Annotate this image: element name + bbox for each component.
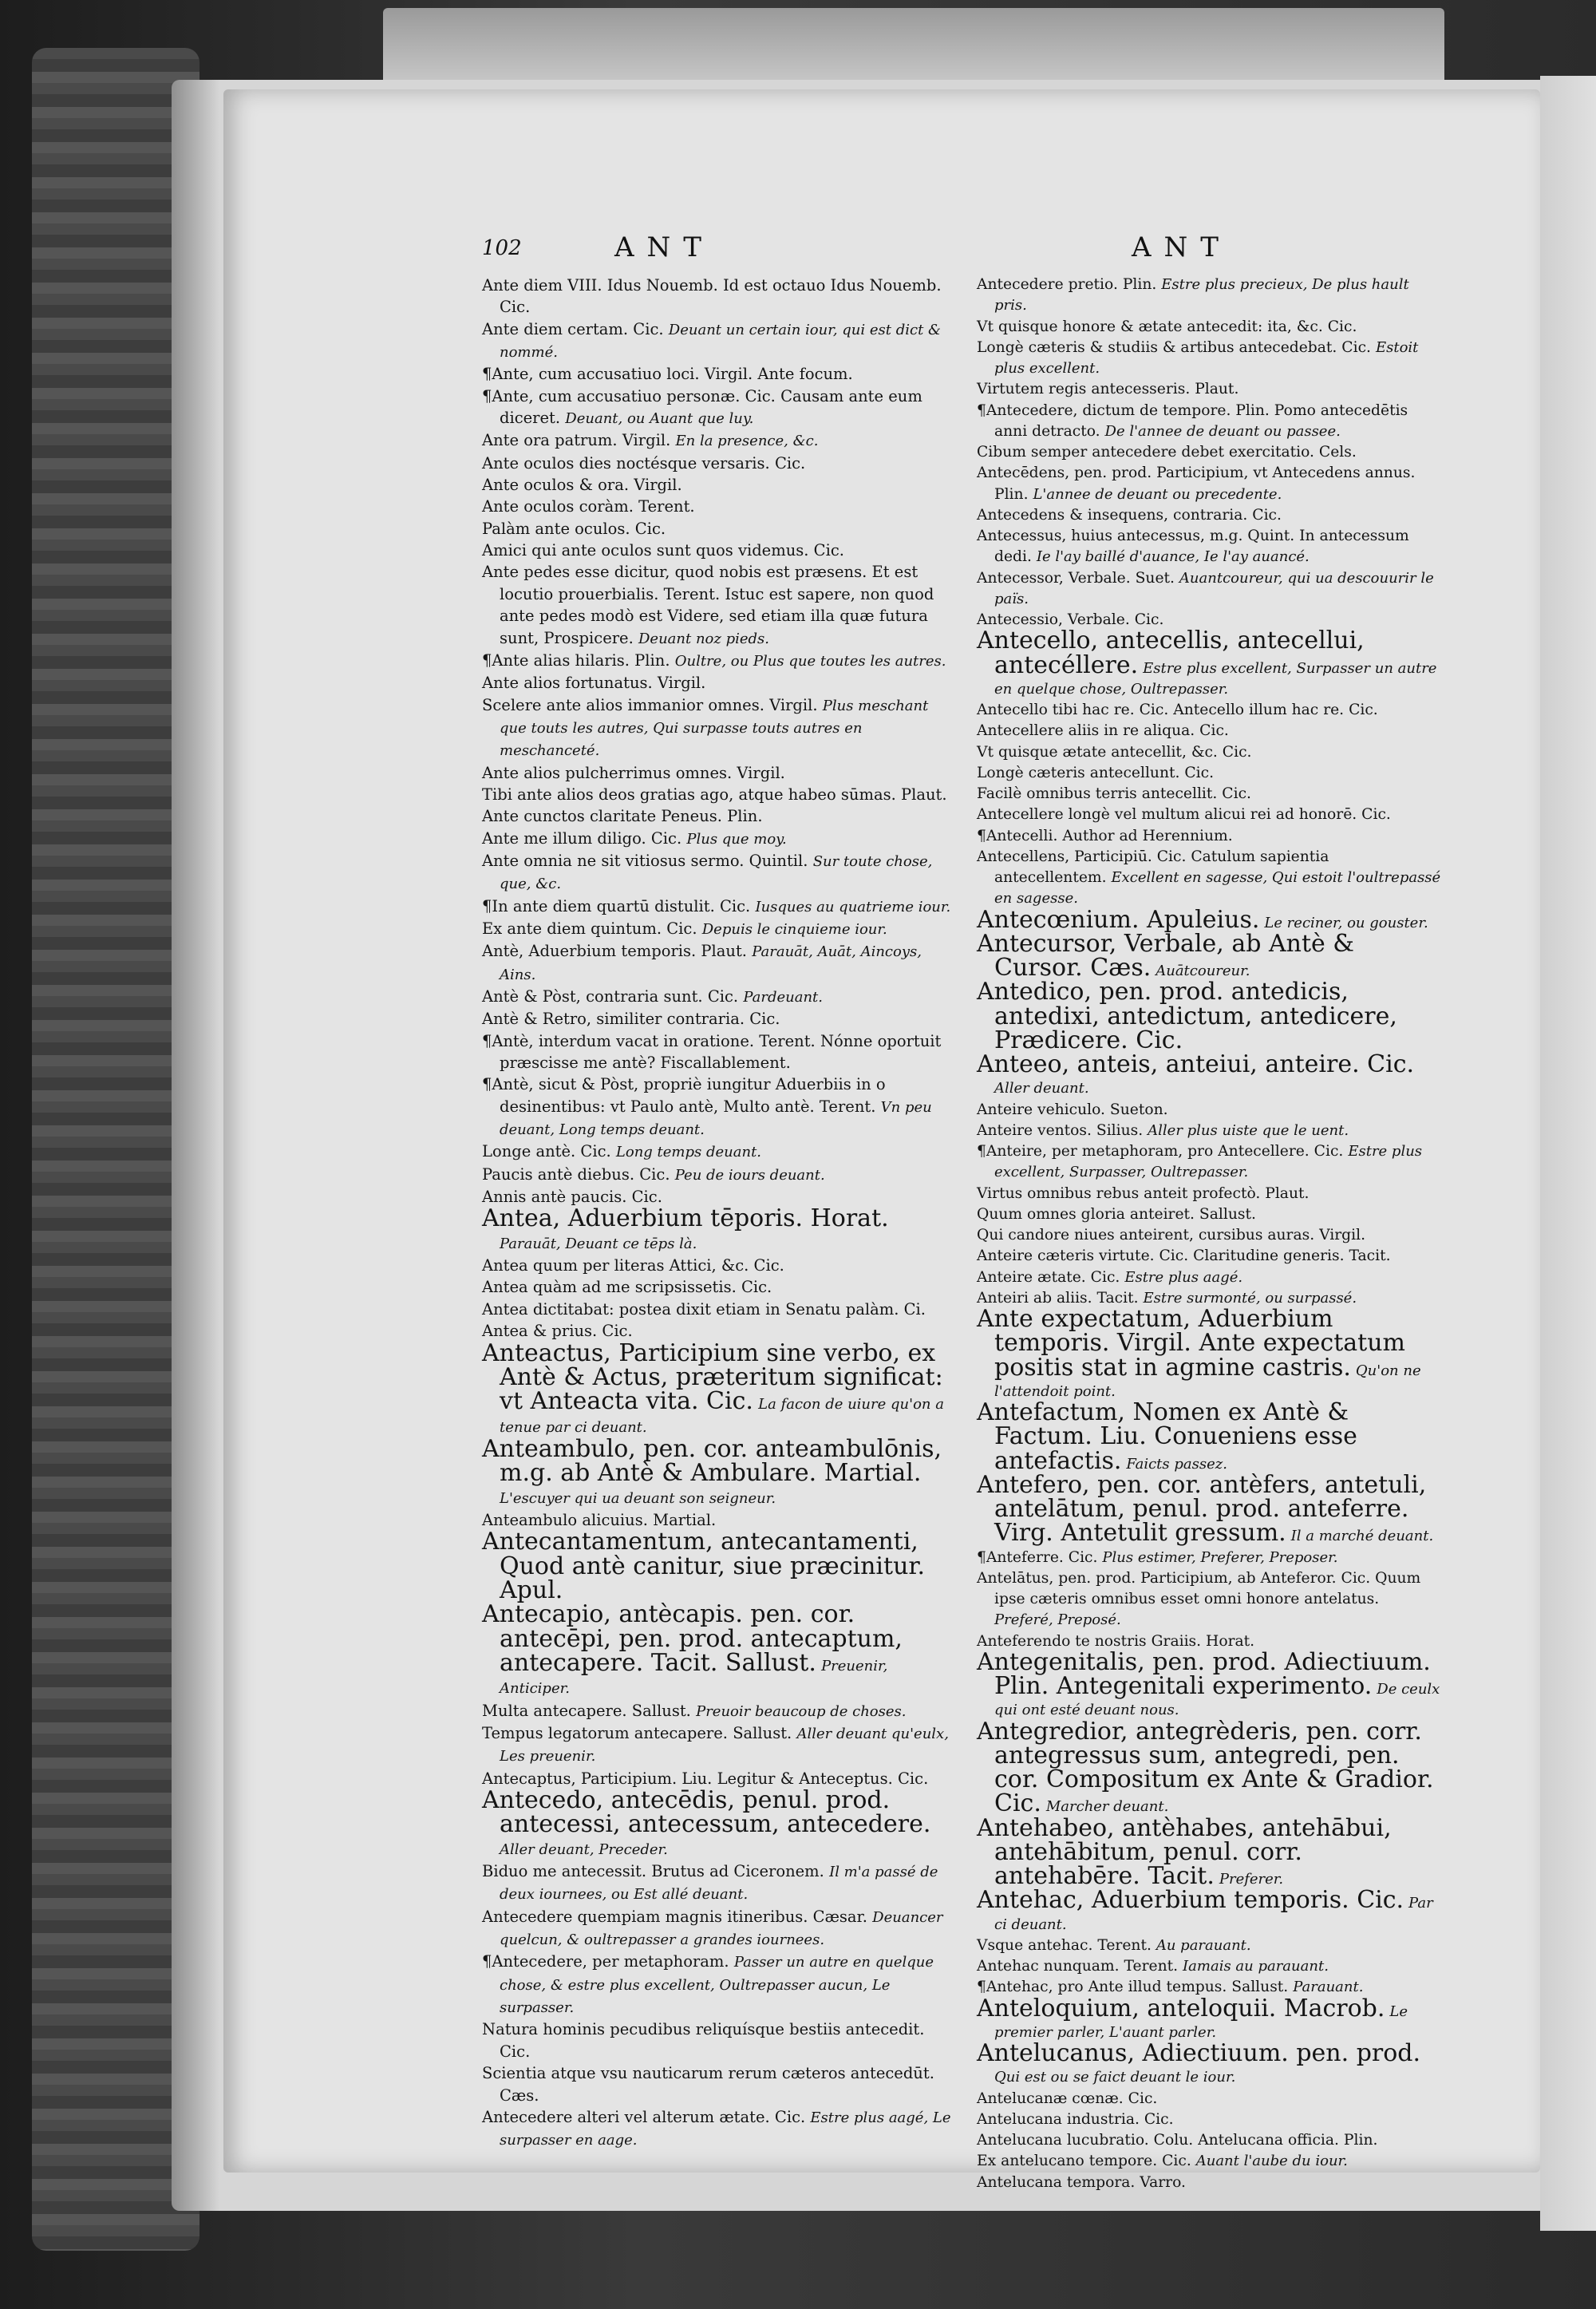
dictionary-entry: [977, 2109, 1441, 2130]
entry-latin-text: Antelātus, pen. prod. Participium, ab Anteferor. Cic. Quum ipse cæteris omnibus esset omni honore antelatus.: [977, 1569, 1421, 1607]
entry-headword-text: Anteambulo, pen. cor. anteambulōnis, m.g. ab Antè & Ambulare. Martial.: [482, 1434, 942, 1488]
dictionary-entry: [482, 1786, 953, 1860]
dictionary-entry: [482, 518, 953, 540]
entry-french-gloss: Le reciner, ou gouster.: [1264, 914, 1428, 931]
entry-latin-text: Ex ante diem quintum. Cic.: [482, 919, 697, 938]
entry-headword-text: Antecursor, Verbale, ab Antè & Cursor. Cæs.: [977, 929, 1355, 982]
entry-latin-text: Antea & prius. Cic.: [482, 1322, 633, 1341]
dictionary-entry: [977, 805, 1441, 825]
entry-french-gloss: Estre plus excellent, Surpasser un autre en quelque chose, Oultrepasser.: [994, 659, 1437, 698]
entry-french-gloss: En la presence, &c.: [675, 433, 819, 450]
entry-headword-text: Antefactum, Nomen ex Antè & Factum. Liu. Conueniens esse antefactis.: [977, 1398, 1357, 1475]
entry-headword-text: Antecapio, antècapis. pen. cor. antecēpi, pen. prod. antecaptum, antecapere. Tacit. Sallust.: [482, 1600, 903, 1677]
entry-french-gloss: Deuancer quelcun, & oultrepasser a grandes iournees.: [500, 1908, 943, 1949]
entry-latin-text: ¶Antecedere, per metaphoram.: [482, 1952, 729, 1971]
dictionary-entry: [482, 1073, 953, 1141]
entry-latin-text: ¶Antehac, pro Ante illud tempus. Sallust.: [977, 1979, 1289, 1996]
dictionary-entry: [977, 2130, 1441, 2151]
dictionary-entry: [482, 650, 953, 672]
entry-headword-text: Anteactus, Participium sine verbo, ex Antè & Actus, præteritum significat: vt Anteacta vita. Cic.: [482, 1338, 943, 1416]
entry-french-gloss: Auant l'aube du iour.: [1195, 2153, 1348, 2170]
dictionary-entry: [482, 429, 953, 452]
dictionary-entry: [977, 1935, 1441, 1956]
dictionary-entry: [977, 1141, 1441, 1184]
page-header: [0, 142, 1596, 263]
entry-french-gloss: Faicts passez.: [1126, 1455, 1227, 1473]
dictionary-entry: [482, 1860, 953, 1906]
entry-latin-text: ¶Antecelli. Author ad Herennium.: [977, 827, 1233, 844]
entry-french-gloss: Iusques au quatrieme iour.: [755, 898, 951, 915]
dictionary-entry: [482, 805, 953, 827]
entry-french-gloss: Parauāt, Deuant ce tēps là.: [500, 1235, 697, 1252]
dictionary-entry: [977, 700, 1441, 721]
dictionary-entry: [482, 474, 953, 496]
entry-latin-text: Antea quàm ad me scripsissetis. Cic.: [482, 1278, 772, 1297]
entry-latin-text: Qui candore niues anteirent, cursibus auras. Virgil.: [977, 1227, 1366, 1243]
entry-latin-text: Facilè omnibus terris antecellit. Cic.: [977, 785, 1251, 802]
entry-latin-text: Antecaptus, Participium. Liu. Legitur & Anteceptus. Cic.: [482, 1769, 929, 1788]
dictionary-entry: [482, 1906, 953, 1951]
entry-french-gloss: Deuant noz pieds.: [638, 630, 770, 647]
dictionary-entry: [977, 317, 1441, 338]
entry-latin-text: Antè, Aduerbium temporis. Plaut.: [482, 942, 747, 961]
entry-latin-text: Antea quum per literas Attici, &c. Cic.: [482, 1256, 784, 1275]
entry-french-gloss: Estre plus aagé.: [1124, 1268, 1243, 1286]
entry-latin-text: Antecessor, Verbale. Suet.: [977, 569, 1175, 587]
dictionary-entry: [482, 828, 953, 850]
entry-headword-text: Anteloquium, anteloquii. Macrob.: [977, 1994, 1385, 2022]
entry-headword-text: Antegredior, antegrèderis, pen. corr. antegressus sum, antegredi, pen. cor. Compositum ex Ante & Gradior. Cic.: [977, 1717, 1434, 1818]
entry-latin-text: Anteferendo te nostris Graiis. Horat.: [977, 1632, 1255, 1650]
entry-latin-text: Ante diem VIII. Idus Nouemb. Id est octauo Idus Nouemb. Cic.: [482, 276, 942, 317]
entry-latin-text: Amici qui ante oculos sunt quos videmus. Cic.: [482, 541, 844, 560]
dictionary-entry: [977, 1246, 1441, 1267]
dictionary-entry: [977, 1184, 1441, 1204]
entry-french-gloss: Passer un autre en quelque chose, & estre plus excellent, Oultrepasser aucun, Le surpasser.: [500, 1954, 934, 2017]
entry-latin-text: Tempus legatorum antecapere. Sallust.: [482, 1724, 792, 1742]
entry-french-gloss: Parauant.: [1293, 1979, 1364, 1996]
dictionary-entry: [977, 379, 1441, 400]
entry-french-gloss: De l'annee de deuant ou passee.: [1104, 422, 1341, 440]
dictionary-entry: [977, 1305, 1441, 1402]
left-column: [482, 275, 953, 2152]
dictionary-entry: [977, 742, 1441, 763]
entry-latin-text: ¶Ante, cum accusatiuo personæ. Cic. Causam ante eum diceret.: [482, 386, 922, 428]
dictionary-entry: [482, 672, 953, 694]
dictionary-entry: [977, 1717, 1441, 1818]
dictionary-entry: [482, 561, 953, 649]
dictionary-entry: [977, 1100, 1441, 1121]
dictionary-entry: [482, 1141, 953, 1163]
entry-latin-text: Ex antelucano tempore. Cic.: [977, 2153, 1191, 2170]
entry-headword-text: Antehac, Aduerbium temporis. Cic.: [977, 1886, 1404, 1915]
entry-french-gloss: Il m'a passé de deux iournees, ou Est allé deuant.: [500, 1864, 938, 1904]
entry-french-gloss: Estre surmonté, ou surpassé.: [1143, 1289, 1357, 1307]
entry-french-gloss: Il a marché deuant.: [1290, 1528, 1434, 1545]
entry-french-gloss: Excellent en sagesse, Qui estoit l'oultrepassé en sagesse.: [994, 869, 1441, 907]
entry-headword-text: Antecedo, antecēdis, penul. prod. antecessi, antecessum, antecedere.: [482, 1786, 931, 1839]
entry-latin-text: ¶Ante, cum accusatiuo loci. Virgil. Ante focum.: [482, 365, 853, 384]
entry-latin-text: Antecellere longè vel multum alicui rei ad honorē. Cic.: [977, 806, 1391, 824]
dictionary-entry: [482, 2062, 953, 2106]
entry-french-gloss: Qu'on ne l'attendoit point.: [994, 1362, 1421, 1400]
entry-latin-text: Longe antè. Cic.: [482, 1142, 611, 1161]
entry-headword-text: Antecello, antecellis, antecellui, antecéllere.: [977, 627, 1365, 679]
entry-latin-text: Tibi ante alios deos gratias ago, atque habeo sūmas. Plaut.: [482, 785, 947, 804]
entry-latin-text: Ante diem certam. Cic.: [482, 319, 664, 338]
dictionary-entry: [977, 463, 1441, 505]
entry-latin-text: Antecedere pretio. Plin.: [977, 276, 1157, 293]
entry-latin-text: Natura hominis pecudibus reliquísque bestiis antecedit. Cic.: [482, 2020, 925, 2061]
entry-french-gloss: Deuant un certain iour, qui est dict & nommé.: [500, 321, 942, 362]
entry-french-gloss: Ie l'ay baillé d'auance, Ie l'ay auancé.: [1036, 548, 1310, 566]
entry-french-gloss: Preuoir beaucoup de choses.: [696, 1702, 907, 1720]
entry-latin-text: Antecēdens, pen. prod. Participium, vt Antecedens annus. Plin.: [977, 465, 1416, 503]
entry-french-gloss: Estre plus excellent, Surpasser, Oultrepasser.: [994, 1143, 1423, 1181]
dictionary-entry: [977, 1267, 1441, 1288]
entry-headword-text: Antehabeo, antèhabes, antehābui, antehābitum, penul. corr. antehabēre. Tacit.: [977, 1813, 1392, 1890]
entry-latin-text: Antelucanæ cœnæ. Cic.: [977, 2090, 1158, 2107]
entry-french-gloss: Parauāt, Auāt, Aincoys, Ains.: [500, 943, 922, 983]
entry-latin-text: ¶Antè, interdum vacat in oratione. Terent. Nónne oportuit præscisse me antè? Fiscallablement.: [482, 1031, 942, 1073]
dictionary-entry: [482, 1951, 953, 2018]
entry-latin-text: ¶Anteferre. Cic.: [977, 1548, 1098, 1566]
entry-french-gloss: Preferer.: [1219, 1871, 1284, 1888]
entry-french-gloss: Plus meschant que touts les autres, Qui surpasse touts autres en meschanceté.: [500, 697, 929, 760]
entry-french-gloss: Vn peu deuant, Long temps deuant.: [500, 1098, 932, 1139]
entry-french-gloss: Peu de iours deuant.: [674, 1166, 825, 1184]
dictionary-entry: [977, 442, 1441, 463]
entry-latin-text: Ante oculos dies noctésque versaris. Cic.: [482, 453, 806, 472]
entry-latin-text: Antecessio, Verbale. Cic.: [977, 611, 1164, 628]
dictionary-entry: [482, 850, 953, 896]
dictionary-entry: [482, 694, 953, 762]
dictionary-entry: [977, 2039, 1441, 2089]
entry-french-gloss: Plus que moy.: [686, 830, 787, 848]
dictionary-entry: [482, 1338, 953, 1438]
dictionary-entry: [482, 986, 953, 1008]
entry-french-gloss: Plus estimer, Preferer, Preposer.: [1102, 1548, 1338, 1566]
entry-french-gloss: Au parauant.: [1156, 1936, 1251, 1954]
dictionary-entry: [482, 896, 953, 918]
entry-french-gloss: Par ci deuant.: [994, 1895, 1433, 1933]
dictionary-entry: [977, 784, 1441, 805]
entry-latin-text: Scientia atque vsu nauticarum rerum cæteros antecedūt. Cæs.: [482, 2064, 934, 2105]
dictionary-entry: [977, 929, 1441, 983]
dictionary-entry: [482, 918, 953, 940]
entry-latin-text: Antecellens, Participiū. Cic. Catulum sapientia antecellentem.: [977, 848, 1329, 886]
entry-latin-text: Scelere ante alios immanior omnes. Virgil.: [482, 695, 818, 714]
dictionary-entry: [977, 1568, 1441, 1631]
entry-headword-text: Antelucanus, Adiectiuum. pen. prod.: [977, 2039, 1421, 2067]
dictionary-entry: [977, 401, 1441, 443]
entry-french-gloss: Sur toute chose, que, &c.: [500, 852, 933, 893]
entry-latin-text: Vsque antehac. Terent.: [977, 1936, 1152, 1954]
entry-latin-text: Biduo me antecessit. Brutus ad Ciceronem.: [482, 1862, 824, 1881]
dictionary-entry: [977, 1470, 1441, 1548]
dictionary-entry: [482, 1030, 953, 1074]
entry-french-gloss: La facon de uiure qu'on a tenue par ci deuant.: [500, 1396, 944, 1436]
dictionary-entry: [482, 1164, 953, 1186]
dictionary-entry: [977, 338, 1441, 380]
dictionary-entry: [482, 1434, 953, 1509]
entry-latin-text: Ante me illum diligo. Cic.: [482, 828, 682, 848]
entry-latin-text: Antecessus, huius antecessus, m.g. Quint. In antecessum dedi.: [977, 528, 1409, 566]
dictionary-entry: [977, 1956, 1441, 1977]
entry-latin-text: Cibum semper antecedere debet exercitatio. Cels.: [977, 444, 1357, 461]
entry-latin-text: Anteiri ab aliis. Tacit.: [977, 1289, 1139, 1307]
dictionary-entry: [977, 1548, 1441, 1568]
dictionary-entry: [482, 318, 953, 364]
entry-latin-text: Ante ora patrum. Virgil.: [482, 431, 671, 450]
right-column: [977, 275, 1441, 2193]
dictionary-entry: [977, 721, 1441, 741]
entry-headword-text: Anteeo, anteis, anteiui, anteire. Cic.: [977, 1050, 1415, 1078]
entry-latin-text: ¶Ante alias hilaris. Plin.: [482, 650, 670, 670]
entry-latin-text: Ante alios pulcherrimus omnes. Virgil.: [482, 763, 785, 782]
dictionary-entry: [482, 1722, 953, 1768]
entry-latin-text: ¶Antè, sicut & Pòst, propriè iungitur Aduerbiis in o desinentibus: vt Paulo antè, Multo antè. Terent.: [482, 1075, 886, 1116]
entry-french-gloss: Marcher deuant.: [1045, 1798, 1169, 1816]
dictionary-entry: [977, 826, 1441, 847]
dictionary-entry: [977, 1225, 1441, 1246]
entry-french-gloss: Deuant, ou Auant que luy.: [565, 410, 754, 428]
entry-latin-text: Anteire ventos. Silius.: [977, 1121, 1144, 1139]
dictionary-entry: [977, 1050, 1441, 1100]
entry-headword-text: Antegenitalis, pen. prod. Adiectiuum. Plin. Antegenitali experimento.: [977, 1647, 1431, 1700]
entry-headword-text: Antefero, pen. cor. antèfers, antetuli, antelātum, penul. prod. anteferre. Virg. Antetulit gressum.: [977, 1470, 1427, 1548]
dictionary-entry: [482, 385, 953, 430]
dictionary-entry: [977, 275, 1441, 317]
entry-french-gloss: Estre plus precieux, De plus hault pris.: [994, 276, 1409, 314]
entry-french-gloss: Estoit plus excellent.: [994, 338, 1419, 377]
entry-latin-text: Virtus omnibus rebus anteit profectò. Plaut.: [977, 1184, 1310, 1202]
dictionary-entry: [482, 1700, 953, 1722]
dictionary-entry: [977, 526, 1441, 568]
dictionary-entry: [977, 763, 1441, 784]
entry-latin-text: Vt quisque ætate antecellit, &c. Cic.: [977, 743, 1252, 761]
entry-french-gloss: Aller deuant, Preceder.: [500, 1840, 668, 1858]
dictionary-entry: [482, 540, 953, 561]
entry-headword-text: Antecœnium. Apuleius.: [977, 905, 1260, 934]
dictionary-entry: [977, 568, 1441, 611]
dictionary-entry: [977, 1886, 1441, 1935]
entry-latin-text: Multa antecapere. Sallust.: [482, 1701, 691, 1720]
entry-latin-text: Ante cunctos claritate Peneus. Plin.: [482, 807, 763, 826]
dictionary-entry: [482, 1299, 953, 1320]
entry-latin-text: Virtutem regis antecesseris. Plaut.: [977, 381, 1239, 398]
entry-french-gloss: Auantcoureur, qui ua descouurir le païs.: [994, 569, 1434, 607]
dictionary-entry: [482, 453, 953, 474]
entry-french-gloss: Aller plus uiste que le uent.: [1148, 1121, 1349, 1139]
entry-latin-text: Palàm ante oculos. Cic.: [482, 519, 666, 538]
entry-french-gloss: Auātcoureur.: [1156, 963, 1250, 979]
entry-french-gloss: Iamais au parauant.: [1183, 1958, 1329, 1975]
dictionary-entry: [482, 496, 953, 517]
entry-french-gloss: Le premier parler, L'auant parler.: [994, 2003, 1408, 2041]
dictionary-entry: [977, 1204, 1441, 1225]
dictionary-entry: [482, 940, 953, 986]
dictionary-entry: [482, 363, 953, 385]
entry-latin-text: Paucis antè diebus. Cic.: [482, 1164, 670, 1184]
dictionary-entry: [482, 1600, 953, 1699]
dictionary-entry: [482, 275, 953, 318]
page-number: 102: [482, 236, 522, 260]
entry-latin-text: Antecedere quempiam magnis itineribus. Cæsar.: [482, 1907, 867, 1926]
entry-french-gloss: Qui est ou se faict deuant le iour.: [994, 2069, 1236, 2086]
dictionary-entry: [977, 2173, 1441, 2193]
entry-latin-text: Antelucana lucubratio. Colu. Antelucana officia. Plin.: [977, 2132, 1378, 2149]
entry-french-gloss: Oultre, ou Plus que toutes les autres.: [674, 652, 946, 670]
dictionary-entry: [977, 1813, 1441, 1891]
running-head-left: ANT: [614, 231, 714, 263]
entry-latin-text: Antecello tibi hac re. Cic. Antecello illum hac re. Cic.: [977, 702, 1378, 718]
entry-headword-text: Antecantamentum, antecantamenti, Quod antè canitur, siue præcinitur. Apul.: [482, 1528, 925, 1604]
entry-latin-text: Ante oculos coràm. Terent.: [482, 497, 695, 516]
entry-latin-text: Antecedere alteri vel alterum ætate. Cic.: [482, 2107, 806, 2126]
dictionary-entry: [482, 2018, 953, 2062]
entry-latin-text: Vt quisque honore & ætate antecedit: ita, &c. Cic.: [977, 318, 1357, 335]
entry-french-gloss: Preuenir, Anticiper.: [500, 1657, 888, 1698]
dictionary-entry: [482, 784, 953, 805]
entry-french-gloss: Depuis le cinquieme iour.: [701, 920, 887, 938]
entry-latin-text: Antelucana industria. Cic.: [977, 2110, 1174, 2128]
entry-french-gloss: Aller deuant.: [994, 1080, 1089, 1097]
dictionary-entry: [977, 1647, 1441, 1722]
entry-headword-text: Ante expectatum, Aduerbium temporis. Virgil. Ante expectatum positis stat in agmine castris.: [977, 1305, 1405, 1382]
entry-latin-text: Ante oculos & ora. Virgil.: [482, 476, 682, 495]
dictionary-entry: [977, 505, 1441, 526]
dictionary-entry: [482, 1204, 953, 1255]
entry-latin-text: Anteire ætate. Cic.: [977, 1268, 1120, 1286]
entry-french-gloss: L'escuyer qui ua deuant son seigneur.: [500, 1489, 776, 1507]
entry-latin-text: Ante alios fortunatus. Virgil.: [482, 674, 706, 693]
dictionary-entry: [977, 2089, 1441, 2109]
dictionary-entry: [977, 2151, 1441, 2172]
entry-latin-text: Antehac nunquam. Terent.: [977, 1958, 1179, 1975]
dictionary-entry: [482, 762, 953, 784]
entry-french-gloss: Preferé, Preposé.: [994, 1611, 1121, 1629]
dictionary-entry: [977, 627, 1441, 700]
entry-latin-text: Antelucana tempora. Varro.: [977, 2173, 1186, 2191]
entry-headword-text: Antea, Aduerbium tēporis. Horat.: [482, 1204, 889, 1233]
entry-latin-text: Ante omnia ne sit vitiosus sermo. Quintil.: [482, 851, 808, 870]
dictionary-entry: [482, 2106, 953, 2152]
entry-headword-text: Antedico, pen. prod. antedicis, antedixi, antedictum, antedicere, Prædicere. Cic.: [977, 978, 1397, 1054]
entry-french-gloss: Estre plus aagé, Le surpasser en aage.: [500, 2109, 951, 2149]
dictionary-entry: [482, 1276, 953, 1298]
dictionary-entry: [482, 1255, 953, 1276]
entry-french-gloss: Aller deuant qu'eulx, Les preuenir.: [500, 1726, 949, 1765]
entry-latin-text: Antecellere aliis in re aliqua. Cic.: [977, 722, 1229, 740]
entry-french-gloss: Long temps deuant.: [615, 1144, 762, 1161]
entry-latin-text: Ante pedes esse dicitur, quod nobis est præsens. Et est locutio prouerbialis. Terent. Istuc est sapere, non quod ante pedes modò est Videre, sed etiam illa quæ futura sunt, Prospicere.: [482, 563, 934, 647]
entry-french-gloss: De ceulx qui ont esté deuant nous.: [994, 1681, 1440, 1719]
entry-latin-text: Antè & Retro, similiter contraria. Cic.: [482, 1010, 780, 1029]
dictionary-entry: [482, 1008, 953, 1030]
entry-latin-text: Longè cæteris antecellunt. Cic.: [977, 764, 1215, 781]
dictionary-entry: [977, 978, 1441, 1054]
entry-latin-text: Quum omnes gloria anteiret. Sallust.: [977, 1205, 1256, 1223]
entry-latin-text: ¶Anteire, per metaphoram, pro Antecellere. Cic.: [977, 1143, 1344, 1160]
entry-latin-text: Anteire cæteris virtute. Cic. Claritudine generis. Tacit.: [977, 1247, 1391, 1265]
entry-latin-text: Antecedens & insequens, contraria. Cic.: [977, 506, 1282, 524]
dictionary-entry: [977, 847, 1441, 910]
entry-latin-text: Antè & Pòst, contraria sunt. Cic.: [482, 987, 739, 1006]
entry-latin-text: Longè cæteris & studiis & artibus antecedebat. Cic.: [977, 338, 1371, 356]
running-head-right: ANT: [1132, 231, 1231, 263]
dictionary-entry: [977, 1398, 1441, 1475]
dictionary-entry: [482, 1528, 953, 1604]
entry-latin-text: ¶Antecedere, dictum de tempore. Plin. Pomo antecedētis anni detracto.: [977, 401, 1408, 440]
entry-french-gloss: L'annee de deuant ou precedente.: [1033, 485, 1282, 503]
dictionary-entry: [977, 1121, 1441, 1141]
entry-latin-text: Antea dictitabat: postea dixit etiam in Senatu palàm. Ci.: [482, 1299, 926, 1319]
facing-page-edge: [1540, 76, 1596, 2231]
entry-latin-text: ¶In ante diem quartū distulit. Cic.: [482, 896, 751, 915]
entry-latin-text: Annis antè paucis. Cic.: [482, 1188, 662, 1207]
entry-latin-text: Anteire vehiculo. Sueton.: [977, 1101, 1168, 1118]
entry-french-gloss: Pardeuant.: [743, 989, 823, 1006]
dictionary-entry: [977, 1994, 1441, 2044]
entry-latin-text: Anteambulo alicuius. Martial.: [482, 1510, 717, 1529]
